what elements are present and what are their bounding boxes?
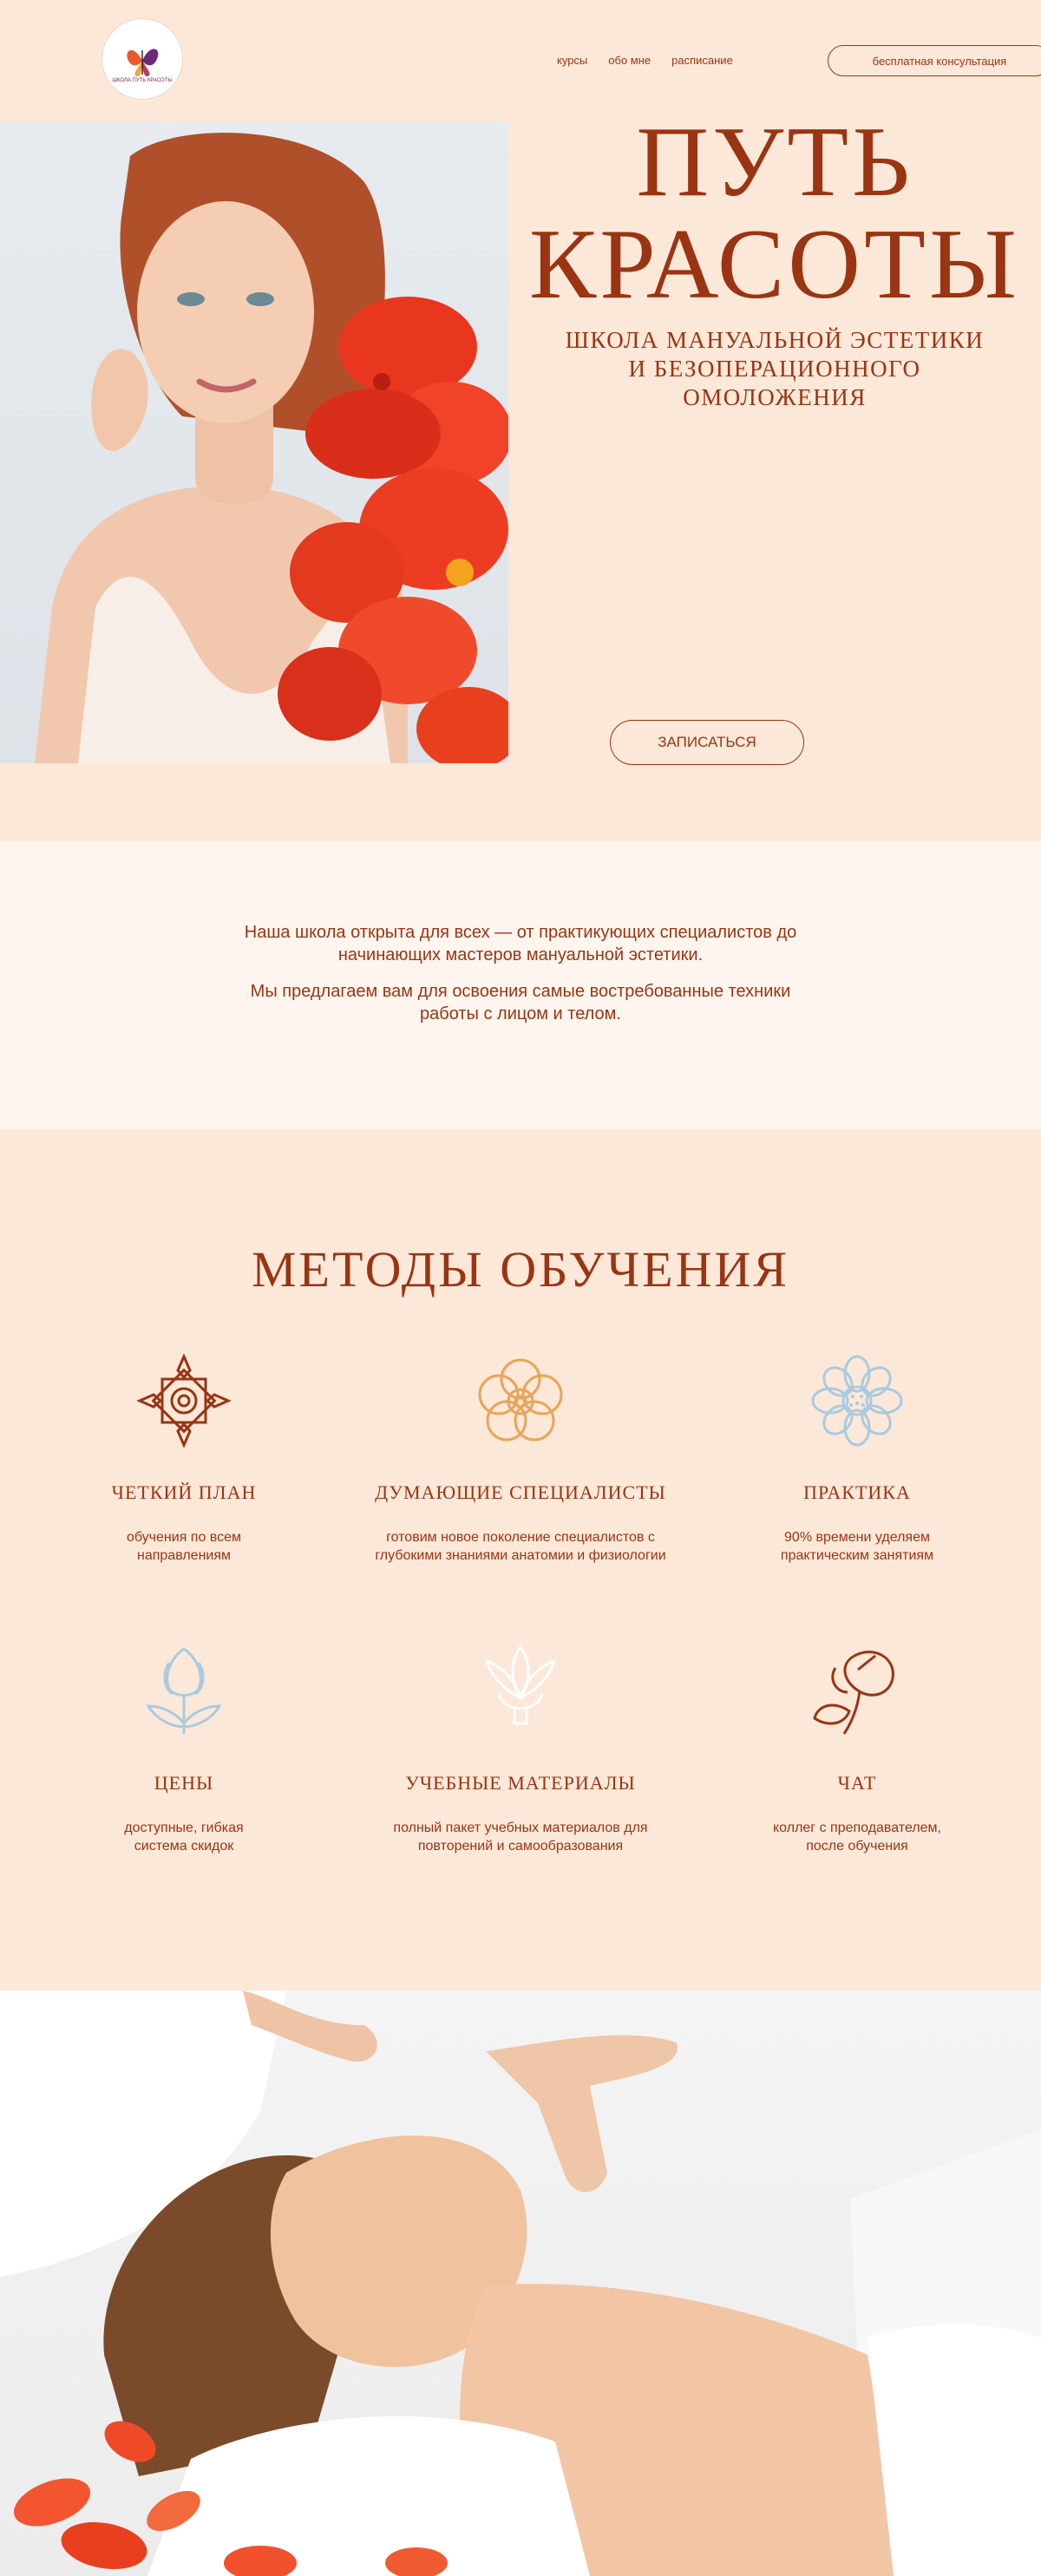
tulip-icon (136, 1644, 232, 1739)
nav-about[interactable]: обо мне (608, 54, 651, 67)
woman-with-flowers-image (0, 121, 508, 763)
method-title: ЧАТ (837, 1772, 877, 1794)
facial-massage-photo (0, 1991, 1041, 2576)
hero-subtitle (508, 326, 1041, 412)
school-logo[interactable] (102, 19, 182, 99)
method-card-prices (19, 1644, 349, 1855)
methods-title: МЕТОДЫ ОБУЧЕНИЯ (251, 1241, 790, 1298)
free-consultation-button[interactable]: бесплатная консультация (828, 45, 1041, 76)
method-desc: 90% времени уделяем практическим занятиям (780, 1530, 934, 1563)
intro-section (0, 841, 1041, 1129)
method-desc: коллег с преподавателем, после обучения (773, 1821, 941, 1854)
method-desc: обучения по всем направлениям (126, 1530, 242, 1563)
round-flower-icon (473, 1353, 568, 1448)
method-title: ЦЕНЫ (154, 1772, 214, 1794)
hero-title (508, 107, 1041, 320)
main-nav (557, 54, 733, 67)
hero-title-line1: ПУТЬ (636, 107, 913, 218)
hero-photo (0, 121, 508, 763)
daisy-flower-icon (809, 1353, 905, 1448)
hero-subtitle-line3: ОМОЛОЖЕНИЯ (683, 384, 867, 410)
hero-subtitle-line2: И БЕЗОПЕРАЦИОННОГО (628, 356, 921, 382)
intro-paragraph-2: Мы предлагаем вам для освоения самые востребованные техники работы с лицом и телом. (250, 982, 791, 1023)
signup-button[interactable]: ЗАПИСАТЬСЯ (610, 720, 804, 765)
nav-courses[interactable]: курсы (557, 54, 588, 67)
anthurium-icon (809, 1644, 905, 1739)
mandala-flower-icon (136, 1353, 232, 1448)
method-desc: готовим новое поколение специалистов с глубокими знаниями анатомии и физиологии (375, 1530, 666, 1563)
site-header (0, 0, 1041, 121)
facial-massage-image (0, 1991, 1041, 2576)
method-card-plan (19, 1353, 349, 1565)
method-card-chat (692, 1644, 1022, 1855)
intro-paragraph-1: Наша школа открыта для всех — от практикующих специалистов до начинающих мастеров мануальной эстетики. (244, 923, 797, 964)
method-desc: полный пакет учебных материалов для повторений и самообразования (393, 1821, 648, 1854)
butterfly-logo-icon (118, 35, 167, 83)
hero-subtitle-line1: ШКОЛА МАНУАЛЬНОЙ ЭСТЕТИКИ (565, 327, 985, 353)
method-title: ДУМАЮЩИЕ СПЕЦИАЛИСТЫ (375, 1481, 666, 1503)
method-card-specialists (356, 1353, 685, 1565)
method-desc: доступные, гибкая система скидок (124, 1821, 244, 1854)
logo-caption: ШКОЛА ПУТЬ КРАСОТЫ (112, 77, 173, 83)
nav-schedule[interactable]: расписание (671, 54, 733, 67)
lotus-icon (473, 1644, 568, 1739)
method-title: ПРАКТИКА (803, 1481, 911, 1503)
method-title: УЧЕБНЫЕ МАТЕРИАЛЫ (405, 1772, 636, 1794)
hero-title-line2: КРАСОТЫ (528, 209, 1021, 320)
method-title: ЧЕТКИЙ ПЛАН (111, 1481, 257, 1503)
method-card-materials (356, 1644, 685, 1855)
method-card-practice (692, 1353, 1022, 1565)
